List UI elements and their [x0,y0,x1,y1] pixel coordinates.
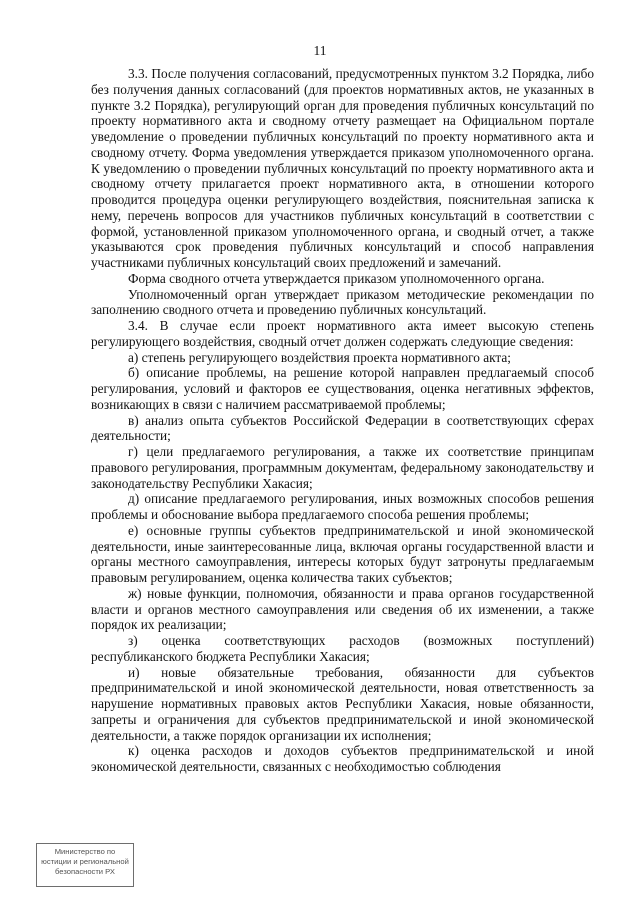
stamp-line-2: юстиции и региональной [41,857,129,866]
list-item-i: и) новые обязательные требования, обязанности для субъектов предпринимательской и иной экономической деятельности, новая ответственность за нарушение нормативных правовых актов Республики Хакасия, новые обязанности, запреты и ограничения для субъектов предпринимательской и иной экономической деятельности, а также порядок организации их исполнения; [91,664,594,743]
ministry-stamp [36,843,134,887]
list-item-v: в) анализ опыта субъектов Российской Федерации в соответствующих сферах деятельности; [91,412,594,444]
paragraph-summary-form: Форма сводного отчета утверждается приказом уполномоченного органа. [128,270,545,286]
list-item-k: к) оценка расходов и доходов субъектов предпринимательской и иной экономической деятельности, связанных с необходимостью соблюдения [91,743,594,774]
document-body [91,66,594,775]
list-item-g: г) цели предлагаемого регулирования, а также их соответствие принципам правового регулирования, программным документам, федеральному законодательству и законодательству Республики Хакасия; [91,444,594,491]
list-item-e: е) основные группы субъектов предпринимательской и иной экономической деятельности, иные заинтересованные лица, включая органы государственной власти и органы местного самоуправления, интересы которых будут затронуты предлагаемым правовым регулированием, оценка количества таких субъектов; [91,522,594,585]
list-item-a: а) степень регулирующего воздействия проекта нормативного акта; [128,349,511,365]
paragraph-3-3: 3.3. После получения согласований, предусмотренных пунктом 3.2 Порядка, либо без получения данных согласований (для проектов нормативных актов, не указанных в пункте 3.2 Порядка), регулирующий орган для проведения публичных консультаций по проекту нормативного акта и сводному отчету размещает на Официальном портале уведомление о проведении публичных консультаций по проекту нормативного акта и сводному отчету. Форма уведомления утверждается приказом уполномоченного органа. К уведомлению о проведении публичных консультаций по проекту нормативного акта и сводному отчету прилагается проект нормативного акта, в отношении которого проводится процедура оценки регулирующего воздействия, пояснительная записка к нему, перечень вопросов для участников публичных консультаций в соответствии с формой, установленной приказом уполномоченного органа, и сводный отчет, а также указываются срок проведения публичных консультаций и способ направления участниками публичных консультаций своих предложений и замечаний. [91,66,594,270]
stamp-line-1: Министерство по [54,847,116,856]
stamp-line-3: безопасности РХ [55,867,115,876]
page-number: 11 [313,43,327,58]
list-item-d: д) описание предлагаемого регулирования, иных возможных способов решения проблемы и обоснование выбора предлагаемого способа решения проблемы; [91,491,594,522]
list-item-b: б) описание проблемы, на решение которой направлен предлагаемый способ регулирования, условий и факторов ее существования, оценка негативных эффектов, возникающих в связи с наличием рассматриваемой проблемы; [91,365,594,412]
list-item-zh: ж) новые функции, полномочия, обязанности и права органов государственной власти и органов местного самоуправления или сведения об их изменении, а также порядок их реализации; [91,585,594,633]
paragraph-methodical-recommendations: Уполномоченный орган утверждает приказом методические рекомендации по заполнению сводного отчета и проведению публичных консультаций. [91,286,594,318]
list-item-z: з) оценка соответствующих расходов (возможных поступлений) республиканского бюджета Республики Хакасия; [91,633,594,664]
paragraph-3-4: 3.4. В случае если проект нормативного акта имеет высокую степень регулирующего воздействия, сводный отчет должен содержать следующие сведения: [91,318,594,349]
